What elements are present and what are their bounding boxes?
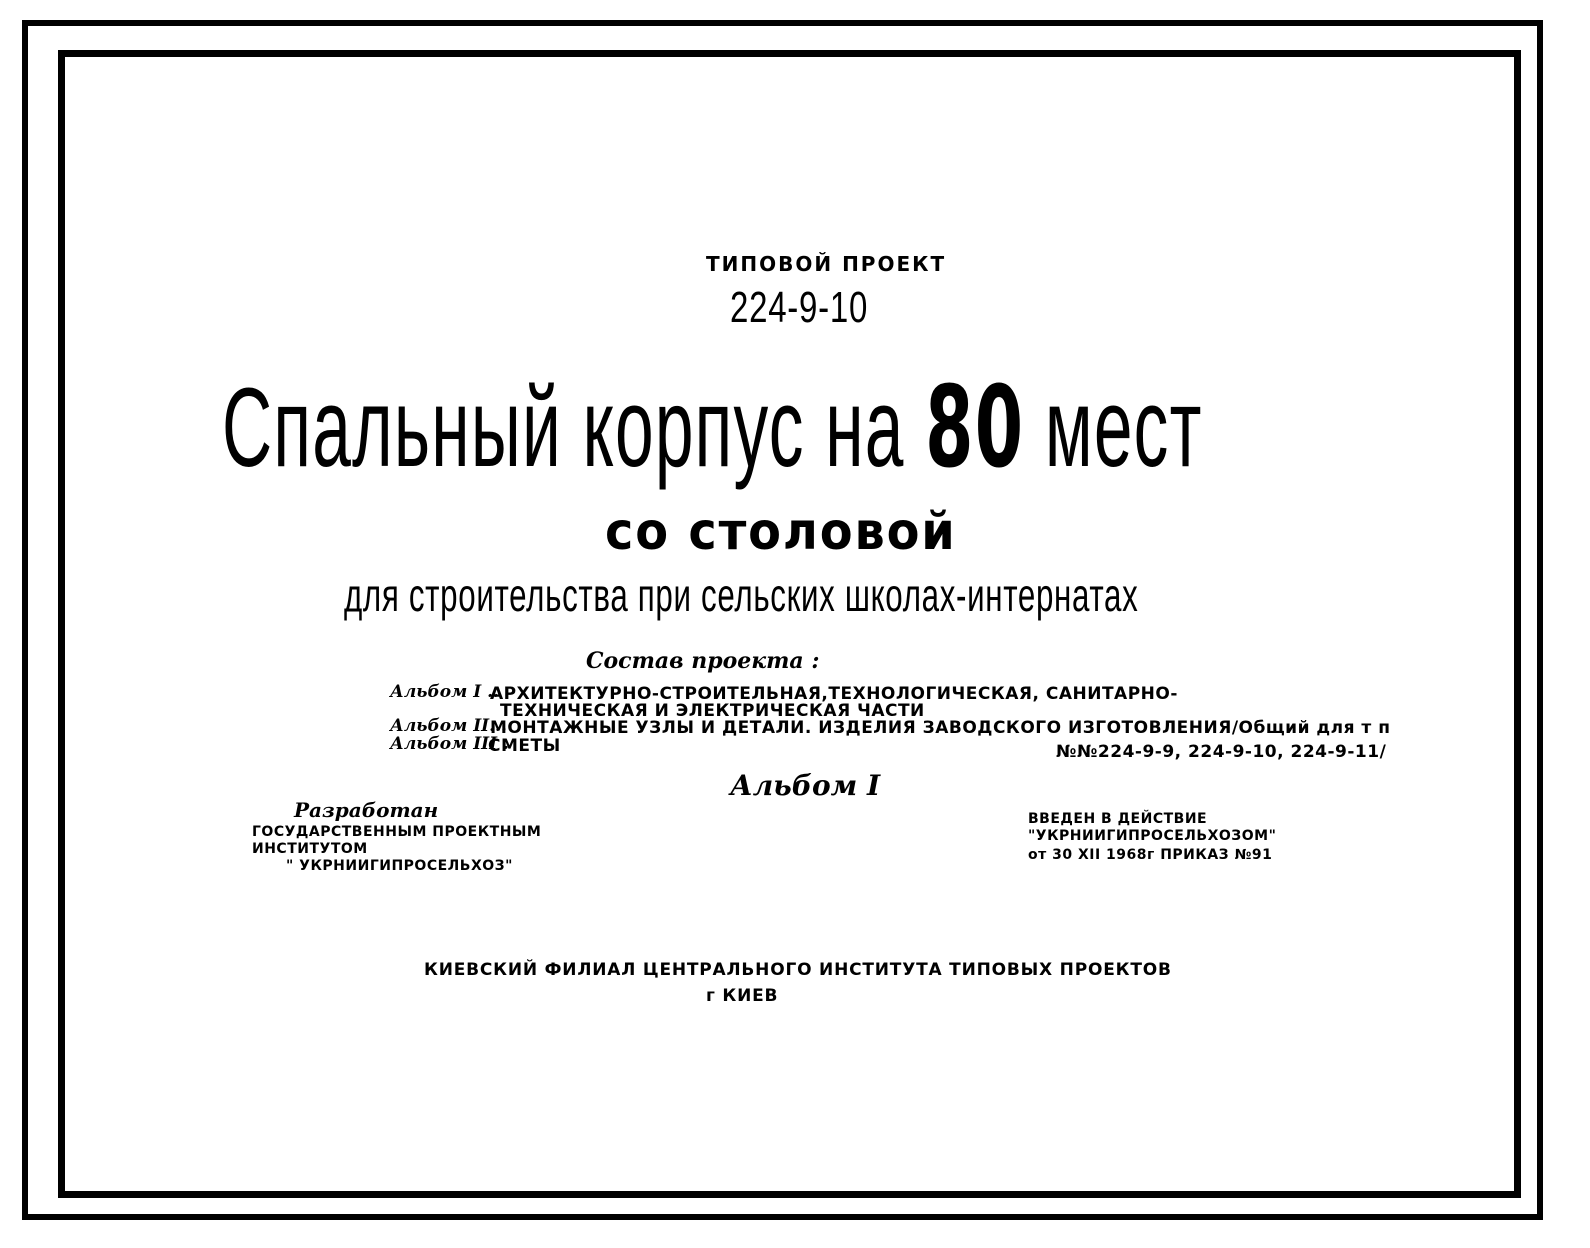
developed-by-line3: " УКРНИИГИПРОСЕЛЬХОЗ" [286,858,513,874]
album-3-label: Альбом III . [390,734,509,754]
title-number: 80 [925,363,1025,493]
current-album: Альбом I [730,769,881,802]
footer-line1: КИЕВСКИЙ ФИЛИАЛ ЦЕНТРАЛЬНОГО ИНСТИТУТА ТИПОВЫХ ПРОЕКТОВ [424,960,1172,980]
purpose-line: для строительства при сельских школах-интернатах [344,569,1139,621]
title-end-text: мест [1044,365,1203,490]
developed-by-line2: ИНСТИТУТОМ [252,841,368,857]
album-1-text-line1: АРХИТЕКТУРНО-СТРОИТЕЛЬНАЯ,ТЕХНОЛОГИЧЕСКАЯ, САНИТАРНО- [490,684,1178,704]
composition-heading: Состав проекта : [586,648,820,674]
introduced-line2: "УКРНИИГИПРОСЕЛЬХОЗОМ" [1028,828,1277,844]
developed-by-heading: Разработан [294,798,439,822]
footer-line2: г КИЕВ [706,986,779,1006]
subtitle: со столовой [605,502,957,562]
developed-by-line1: ГОСУДАРСТВЕННЫМ ПРОЕКТНЫМ [252,824,542,840]
header-label: ТИПОВОЙ ПРОЕКТ [706,252,947,276]
introduced-line3: от 30 XII 1968г ПРИКАЗ №91 [1028,847,1273,863]
project-number: 224-9-10 [730,283,869,332]
inner-frame [58,50,1521,1198]
title-main-text: Спальный корпус на [222,365,905,490]
album-1-label: Альбом I .. [390,682,499,702]
album-3-text: СМЕТЫ [488,736,561,756]
main-title [222,363,1203,493]
album-2-text: МОНТАЖНЫЕ УЗЛЫ И ДЕТАЛИ. ИЗДЕЛИЯ ЗАВОДСКОГО ИЗГОТОВЛЕНИЯ/Общий для т п [490,718,1391,738]
album-2-label: Альбом II... [390,716,507,736]
common-projects-numbers: №№224-9-9, 224-9-10, 224-9-11/ [1056,742,1387,762]
album-1-text-line2: ТЕХНИЧЕСКАЯ И ЭЛЕКТРИЧЕСКАЯ ЧАСТИ [500,701,925,721]
introduced-line1: ВВЕДЕН В ДЕЙСТВИЕ [1028,811,1208,827]
